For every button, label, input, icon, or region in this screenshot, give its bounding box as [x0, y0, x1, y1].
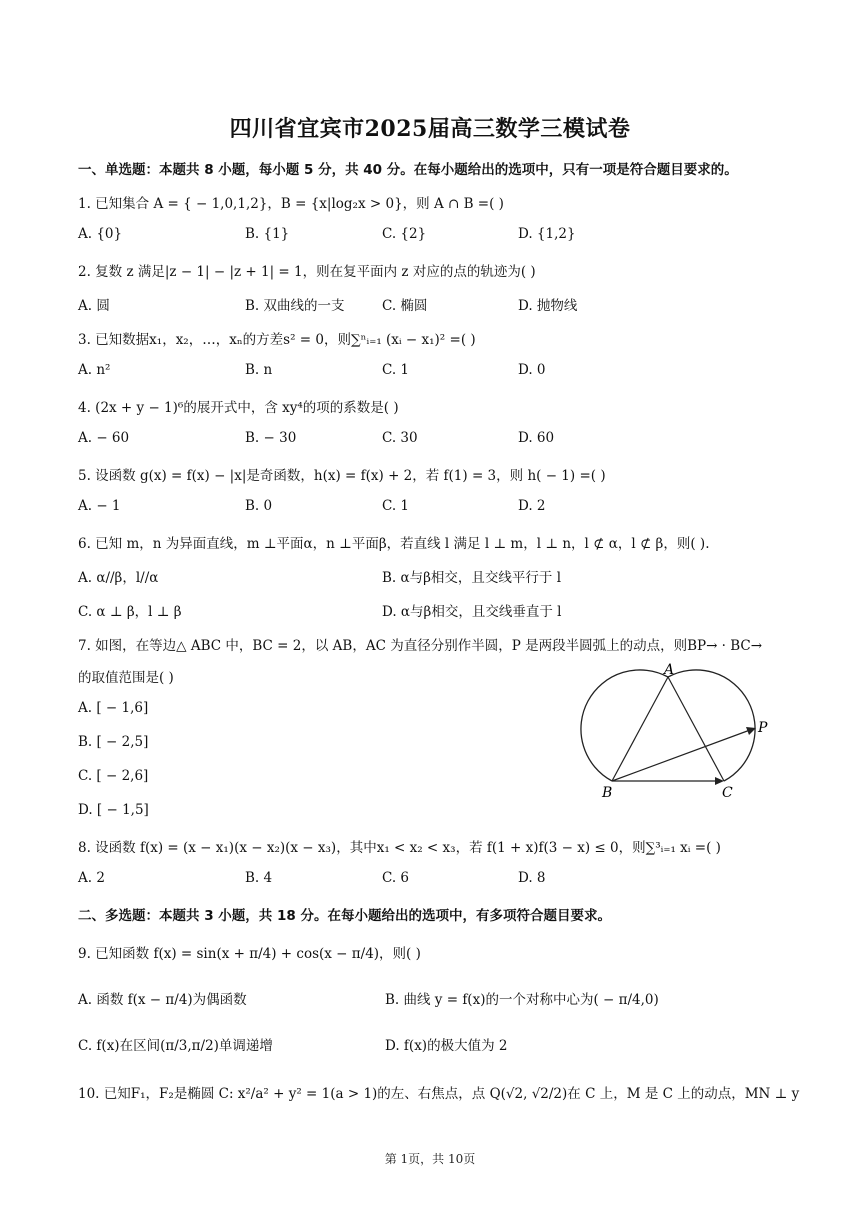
question-1-option-d: D. {1,2}: [518, 226, 576, 242]
question-7-option-d: D. [ − 1,5]: [78, 802, 149, 818]
semicircle-ac: [668, 670, 755, 781]
question-2-stem: 2. 复数 z 满足|z − 1| − |z + 1| = 1，则在复平面内 z 对应的点的轨迹为( ): [78, 264, 536, 280]
point-label-p: P: [758, 720, 768, 736]
question-5-stem: 5. 设函数 g(x) = f(x) − |x|是奇函数，h(x) = f(x) + 2，若 f(1) = 3，则 h( − 1) =( ): [78, 468, 606, 484]
question-8-stem: 8. 设函数 f(x) = (x − x₁)(x − x₂)(x − x₃)，其中x₁ < x₂ < x₃，若 f(1 + x)f(3 − x) ≤ 0，则∑³ᵢ₌₁ xᵢ =( ): [78, 840, 721, 856]
question-4-stem: 4. (2x + y − 1)⁶的展开式中，含 xy⁴的项的系数是( ): [78, 400, 399, 416]
point-label-c: C: [722, 785, 733, 800]
question-6-option-a: A. α//β，l//α: [78, 570, 159, 586]
page-footer: 第 1页，共 10页: [384, 1152, 476, 1166]
question-7-option-b: B. [ − 2,5]: [78, 734, 149, 750]
question-5-option-a: A. − 1: [78, 498, 121, 514]
question-5-option-b: B. 0: [245, 498, 273, 514]
question-7-option-c: C. [ − 2,6]: [78, 768, 149, 784]
question-9-option-a: A. 函数 f(x − π/4)为偶函数: [78, 992, 247, 1008]
question-6-option-b: B. α与β相交，且交线平行于 l: [382, 570, 562, 586]
question-1-option-b: B. {1}: [245, 226, 290, 242]
question-10-stem: 10. 已知F₁，F₂是椭圆 C: x²/a² + y² = 1(a > 1)的左、右焦点，点 Q(√2, √2/2)在 C 上，M 是 C 上的动点，MN ⊥ y: [78, 1086, 800, 1102]
question-2-option-c: C. 椭圆: [382, 298, 428, 314]
question-3-stem: 3. 已知数据x₁，x₂，…，xₙ的方差s² = 0，则∑ⁿᵢ₌₁ (xᵢ − x₁)² =( ): [78, 332, 476, 348]
section-single-choice-heading: 一、单选题：本题共 8 小题，每小题 5 分，共 40 分。在每小题给出的选项中，只有一项是符合题目要求的。: [78, 162, 738, 178]
semicircle-ab: [581, 670, 668, 781]
question-6-option-c: C. α ⊥ β，l ⊥ β: [78, 604, 182, 620]
question-2-option-a: A. 圆: [78, 298, 110, 314]
question-3-option-d: D. 0: [518, 362, 546, 378]
question-5-option-d: D. 2: [518, 498, 546, 514]
question-3-option-c: C. 1: [382, 362, 410, 378]
point-label-a: A: [664, 662, 675, 678]
semicircle-triangle-diagram: [576, 660, 776, 800]
question-7-stem-line1: 7. 如图，在等边△ ABC 中，BC = 2，以 AB，AC 为直径分别作半圆，P 是两段半圆弧上的动点，则BP→ · BC→: [78, 638, 763, 654]
question-2-option-b: B. 双曲线的一支: [245, 298, 345, 314]
question-9-stem: 9. 已知函数 f(x) = sin(x + π/4) + cos(x − π/4)，则( ): [78, 946, 421, 962]
question-1-stem: 1. 已知集合 A = { − 1,0,1,2}，B = {x|log₂x > 0}，则 A ∩ B =( ): [78, 196, 504, 212]
question-9-option-b: B. 曲线 y = f(x)的一个对称中心为( − π/4,0): [385, 992, 659, 1008]
question-8-option-c: C. 6: [382, 870, 410, 886]
question-4-option-a: A. − 60: [78, 430, 130, 446]
segment-ac: [668, 677, 724, 781]
question-6-option-d: D. α与β相交，且交线垂直于 l: [382, 604, 562, 620]
question-8-option-d: D. 8: [518, 870, 546, 886]
question-4-option-b: B. − 30: [245, 430, 297, 446]
question-7-option-a: A. [ − 1,6]: [78, 700, 149, 716]
question-7-stem-line2: 的取值范围是( ): [78, 670, 174, 686]
segment-ab: [612, 677, 668, 781]
question-1-option-a: A. {0}: [78, 226, 123, 242]
question-8-option-b: B. 4: [245, 870, 273, 886]
question-3-option-a: A. n²: [78, 362, 111, 378]
question-8-option-a: A. 2: [78, 870, 105, 886]
question-4-option-d: D. 60: [518, 430, 555, 446]
question-7-figure: [576, 660, 776, 804]
vector-bp: [612, 730, 750, 781]
question-9-option-d: D. f(x)的极大值为 2: [385, 1038, 508, 1054]
question-6-stem: 6. 已知 m，n 为异面直线，m ⊥平面α，n ⊥平面β，若直线 l 满足 l ⊥ m，l ⊥ n，l ⊄ α，l ⊄ β，则( ).: [78, 536, 710, 552]
question-5-option-c: C. 1: [382, 498, 410, 514]
question-1-option-c: C. {2}: [382, 226, 427, 242]
question-2-option-d: D. 抛物线: [518, 298, 578, 314]
page-title: 四川省宜宾市2025届高三数学三模试卷: [229, 116, 631, 142]
question-4-option-c: C. 30: [382, 430, 418, 446]
question-9-option-c: C. f(x)在区间(π/3,π/2)单调递增: [78, 1038, 273, 1054]
section-multiple-choice-heading: 二、多选题：本题共 3 小题，共 18 分。在每小题给出的选项中，有多项符合题目要求。: [78, 908, 611, 924]
question-3-option-b: B. n: [245, 362, 273, 378]
point-label-b: B: [602, 785, 613, 800]
